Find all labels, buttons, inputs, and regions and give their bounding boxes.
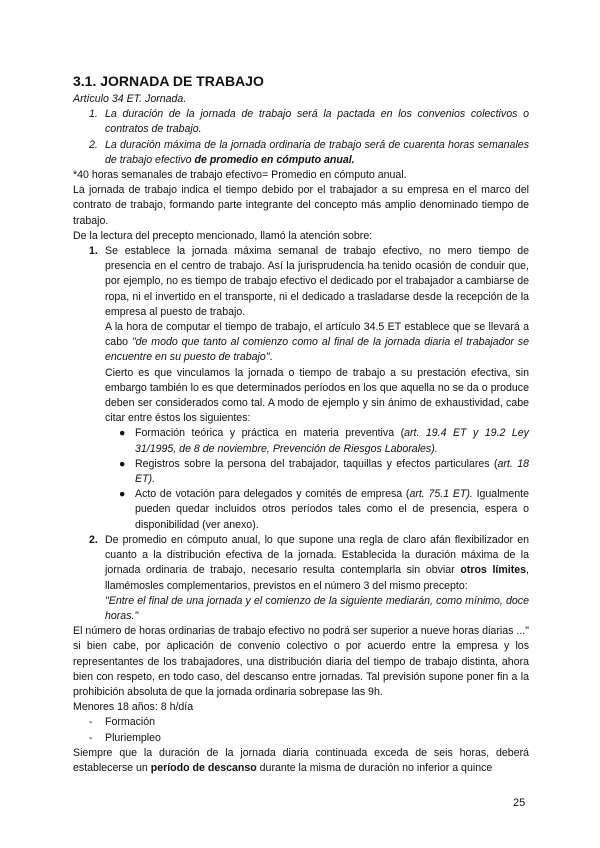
quoted-text: "de modo que tanto al comienzo como al final de la jornada diaria el trabajador se encuentre en su puesto de trabajo" xyxy=(105,336,529,364)
bullet-item: ● Acto de votación para delegados y comités de empresa (art. 75.1 ET). Igualmente pueden quedar incluidos otros períodos tales como el de presencia, espera o disponibilidad (ver anexo). xyxy=(119,488,529,531)
paragraph-1: La jornada de trabajo indica el tiempo debido por el trabajador a su empresa en el marco del contrato de trabajo, formando parte integrante del concepto más amplio denominado tiempo de trabajo. xyxy=(73,184,529,227)
dash-item: - Formación xyxy=(89,716,156,729)
minors-line: Menores 18 años: 8 h/día xyxy=(73,701,194,714)
legal-reference: art. 18 ET). xyxy=(135,457,529,486)
paragraph-3: El número de horas ordinarias de trabajo efectivo no podrá ser superior a nueve horas diarias ..." si bien cabe, por aplicación de convenio colectivo o por acuerdo entre la empresa y los representantes de los trabajadores, una distribución diaria del tiempo de trabajo distinta, ahora bien con respeto, en todo caso, del descanso entre jornadas. Tal previsión supone poner fin a la prohibición absoluta de que la jornada ordinaria sobrepase las 9h. xyxy=(73,625,529,698)
main-item-2-paragraph-1: De promedio en cómputo anual, lo que supone una regla de claro afán flexibilizador en cuanto a la distribución efectiva de la jornada. Establecida la duración máxima de la jornada ordinaria de trabajo, necesario resulta contemplarla sin obviar otros límites, llamémosles complementarios, previstos en el número 3 del mismo precepto: xyxy=(105,533,529,592)
page-content xyxy=(73,72,529,776)
dash-list xyxy=(73,715,529,745)
bullet-icon: ● xyxy=(119,457,126,470)
article-item-2 xyxy=(73,138,529,168)
emphasis-text: período de descanso xyxy=(150,761,257,774)
article-item-text: La duración máxima de la jornada ordinaria de trabajo será de cuarenta horas semanales de trabajo efectivo xyxy=(105,138,529,166)
main-item-1-paragraph-2: A la hora de computar el tiempo de trabajo, el artículo 34.5 ET establece que se llevará a cabo "de modo que tanto al comienzo como al final de la jornada diaria el trabajador se encuentre en su puesto de trabajo". xyxy=(105,321,529,364)
quoted-precept: "Entre el final de una jornada y el comienzo de la siguiente mediarán, como mínimo, doce horas." xyxy=(105,594,529,622)
legal-reference: art. 75.1 ET). xyxy=(409,488,473,501)
main-item-number: 1. xyxy=(89,245,98,258)
bullet-item: ● Registros sobre la persona del trabajador, taquillas y efectos particulares (art. 18 ET). xyxy=(119,457,529,486)
paragraph-2: De la lectura del precepto mencionado, llamó la atención sobre: xyxy=(73,229,373,242)
paragraph-4: Siempre que la duración de la jornada diaria continuada exceda de seis horas, deberá establecerse un período de descanso durante la misma de duración no inferior a quince xyxy=(73,746,529,774)
main-item-number: 2. xyxy=(89,533,98,546)
emphasis-text: otros límites xyxy=(460,564,527,577)
main-item-1-paragraph-3: Cierto es que vinculamos la jornada o tiempo de trabajo a su prestación efectiva, sin embargo también lo es que determinados períodos en los que aquella no se da o produce deben ser considerados como tal. A modo de ejemplo y sin ánimo de exhaustividad, cabe citar entre éstos los siguientes: xyxy=(105,366,529,425)
article-item-number: 2. xyxy=(89,138,98,151)
article-list xyxy=(73,107,529,168)
page-number: 25 xyxy=(513,797,526,809)
bullet-item: ● Formación teórica y práctica en materia preventiva (art. 19.4 ET y 19.2 Ley 31/1995, de 8 de noviembre, Prevención de Riesgos Laborales). xyxy=(119,427,529,455)
article-item-1 xyxy=(73,107,529,137)
main-item-1 xyxy=(73,244,529,533)
main-item-1-paragraph-1: Se establece la jornada máxima semanal de trabajo efectivo, no mero tiempo de presencia en el centro de trabajo. Así la jurisprudencia ha tenido ocasión de conduir que, por ejemplo, no es tiempo de trabajo efectivo el dedicado por el trabajador a cambiarse de ropa, ni el invertido en el transporte, ni el dedicado a trasladarse desde la recepción de la empresa al puesto de trabajo. xyxy=(105,245,530,318)
bullet-icon: ● xyxy=(119,488,126,501)
dash-item: - Pluriempleo xyxy=(89,731,161,744)
article-item-number: 1. xyxy=(89,108,98,121)
main-item-2 xyxy=(73,533,529,624)
section-heading: 3.1. JORNADA DE TRABAJO xyxy=(73,73,264,89)
bullet-list xyxy=(105,426,529,532)
bullet-icon: ● xyxy=(119,427,126,440)
article-reference: Artículo 34 ET. Jornada. xyxy=(73,93,187,105)
legal-reference: art. 19.4 ET y 19.2 Ley 31/1995, de 8 de noviembre, Prevención de Riesgos Laborales). xyxy=(135,427,529,455)
article-item-text: La duración de la jornada de trabajo será la pactada en los convenios colectivos o contratos de trabajo. xyxy=(105,108,529,136)
article-item-emphasis: de promedio en cómputo anual. xyxy=(194,153,355,166)
note-line: *40 horas semanales de trabajo efectivo= Promedio en cómputo anual. xyxy=(73,169,407,182)
